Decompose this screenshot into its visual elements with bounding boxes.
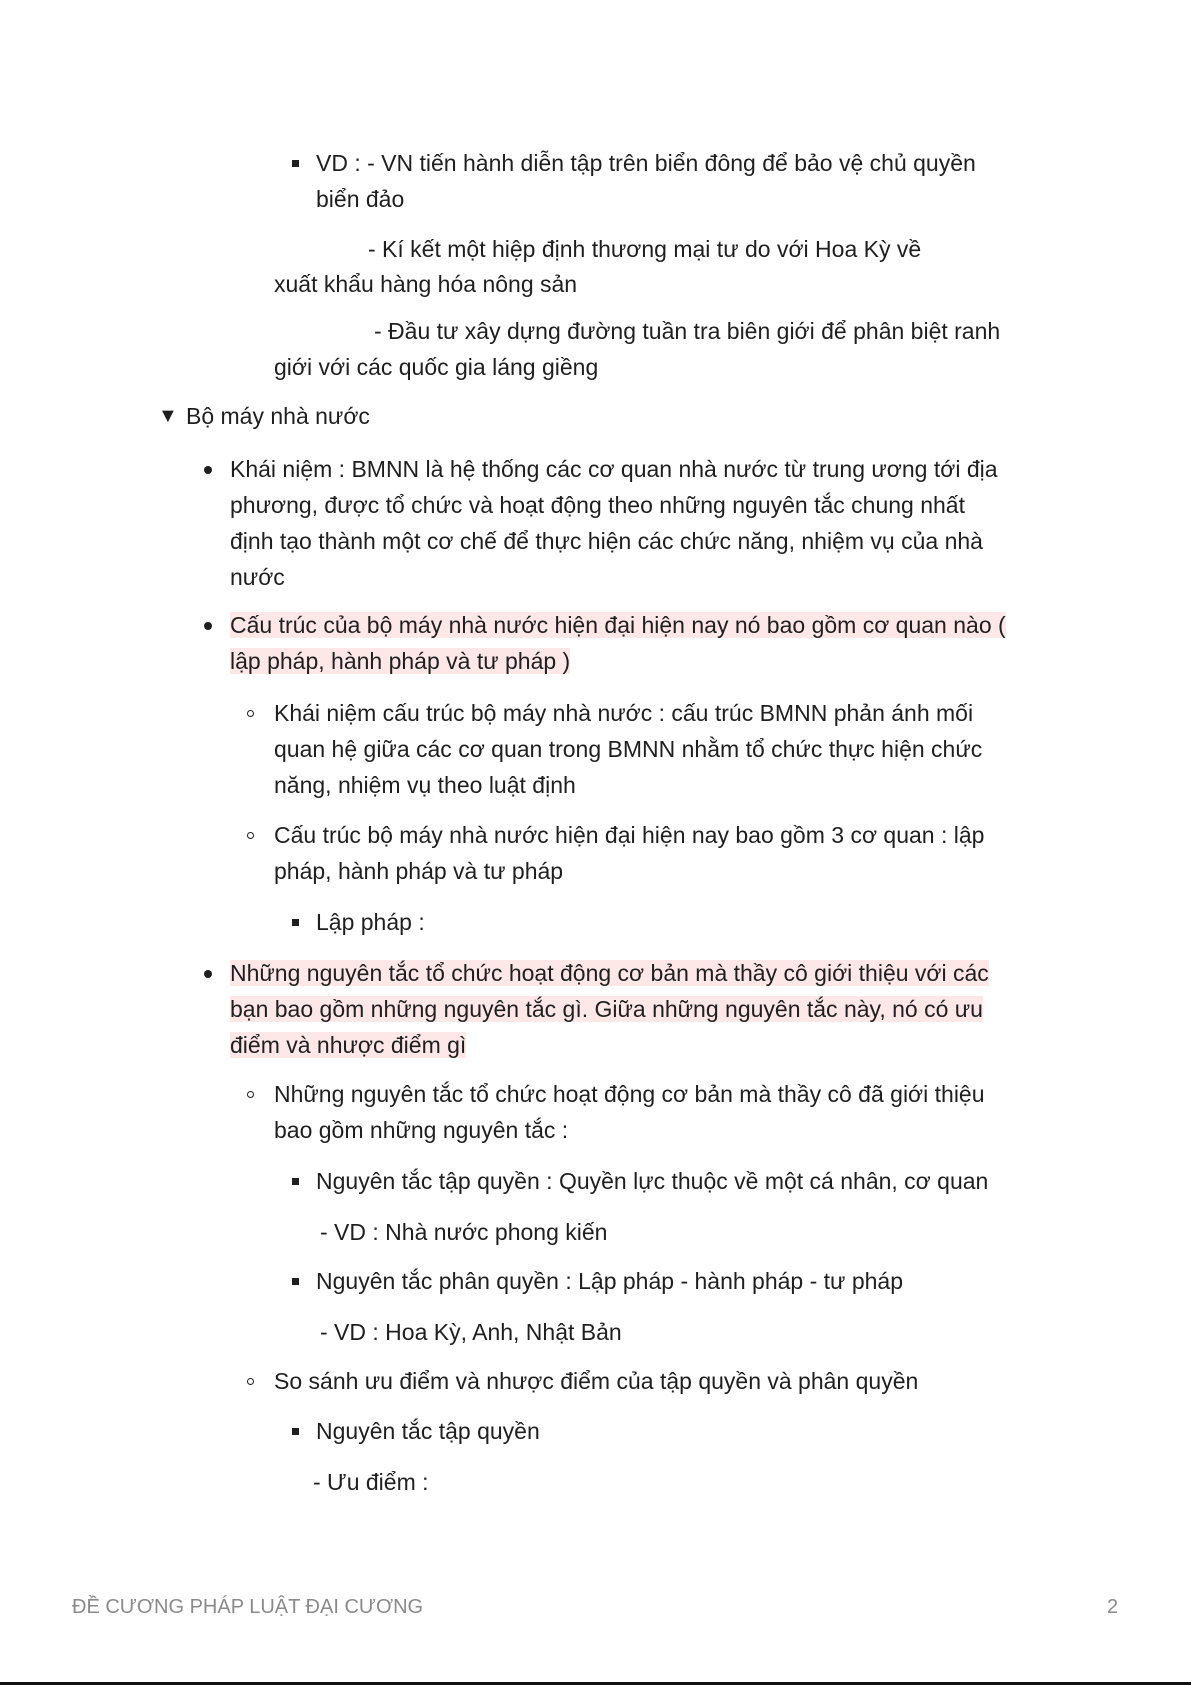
dot-bullet-icon <box>204 622 212 630</box>
vd-item-line2: biển đảo <box>316 186 405 212</box>
principles-question-line2: bạn bao gồm những nguyên tắc gì. Giữa những nguyên tắc này, nó có ưu <box>230 996 983 1022</box>
circle-bullet-icon <box>247 832 254 839</box>
principles-question-line1: Những nguyên tắc tổ chức hoạt động cơ bản mà thầy cô giới thiệu với các <box>230 960 989 986</box>
centralization-label: Nguyên tắc tập quyền : Quyền lực thuộc về một cá nhân, cơ quan <box>316 1168 989 1194</box>
concept-line4: nước <box>230 564 285 590</box>
structure-question-line2: lập pháp, hành pháp và tư pháp ) <box>230 648 571 674</box>
structure-concept-line1: Khái niệm cấu trúc bộ máy nhà nước : cấu trúc BMNN phản ánh mối <box>274 700 974 726</box>
circle-bullet-icon <box>247 710 254 717</box>
structure-modern-line1: Cấu trúc bộ máy nhà nước hiện đại hiện nay bao gồm 3 cơ quan : lập <box>274 822 985 848</box>
dot-bullet-icon <box>204 970 212 978</box>
principles-question-line3: điểm và nhược điểm gì <box>230 1032 467 1058</box>
circle-bullet-icon <box>247 1091 254 1098</box>
section-title: Bộ máy nhà nước <box>186 403 370 429</box>
square-bullet-icon <box>292 160 299 167</box>
centralization-example: - VD : Nhà nước phong kiến <box>320 1219 608 1245</box>
vd-item-line1: VD : - VN tiến hành diễn tập trên biển đông để bảo vệ chủ quyền <box>316 150 976 176</box>
advantages-label: - Ưu điểm : <box>313 1469 429 1495</box>
concept-line1: Khái niệm : BMNN là hệ thống các cơ quan nhà nước từ trung ương tới địa <box>230 456 998 482</box>
structure-question-line1: Cấu trúc của bộ máy nhà nước hiện đại hiện nay nó bao gồm cơ quan nào ( <box>230 612 1006 638</box>
vd-sub1-line2: xuất khẩu hàng hóa nông sản <box>274 271 578 297</box>
vd-sub2-line1: - Đầu tư xây dựng đường tuần tra biên giới để phân biệt ranh <box>374 318 1001 344</box>
legislative-item: Lập pháp : <box>316 909 425 935</box>
separation-label: Nguyên tắc phân quyền : Lập pháp - hành pháp - tư pháp <box>316 1268 904 1294</box>
principles-intro-line1: Những nguyên tắc tổ chức hoạt động cơ bản mà thầy cô đã giới thiệu <box>274 1081 985 1107</box>
separation-example: - VD : Hoa Kỳ, Anh, Nhật Bản <box>320 1319 622 1345</box>
square-bullet-icon <box>292 1278 299 1285</box>
vd-sub2-line2: giới với các quốc gia láng giềng <box>274 354 599 380</box>
structure-modern-line2: pháp, hành pháp và tư pháp <box>274 858 564 884</box>
circle-bullet-icon <box>247 1378 254 1385</box>
concept-line3: định tạo thành một cơ chế để thực hiện các chức năng, nhiệm vụ của nhà <box>230 528 983 554</box>
square-bullet-icon <box>292 919 299 926</box>
compare-centralization-label: Nguyên tắc tập quyền <box>316 1418 540 1444</box>
footer-page-number: 2 <box>1107 1596 1119 1618</box>
footer-doc-title: ĐỀ CƯƠNG PHÁP LUẬT ĐẠI CƯƠNG <box>72 1596 424 1618</box>
square-bullet-icon <box>292 1178 299 1185</box>
concept-line2: phương, được tổ chức và hoạt động theo những nguyên tắc chung nhất <box>230 492 965 518</box>
structure-concept-line2: quan hệ giữa các cơ quan trong BMNN nhằm tổ chức thực hiện chức <box>274 736 983 762</box>
vd-sub1-line1: - Kí kết một hiệp định thương mại tư do với Hoa Kỳ về <box>368 236 922 262</box>
structure-concept-line3: năng, nhiệm vụ theo luật định <box>274 772 576 798</box>
compare-label: So sánh ưu điểm và nhược điểm của tập quyền và phân quyền <box>274 1368 919 1394</box>
toggle-triangle-icon[interactable]: ▼ <box>158 405 178 427</box>
dot-bullet-icon <box>204 466 212 474</box>
square-bullet-icon <box>292 1428 299 1435</box>
principles-intro-line2: bao gồm những nguyên tắc : <box>274 1117 569 1143</box>
